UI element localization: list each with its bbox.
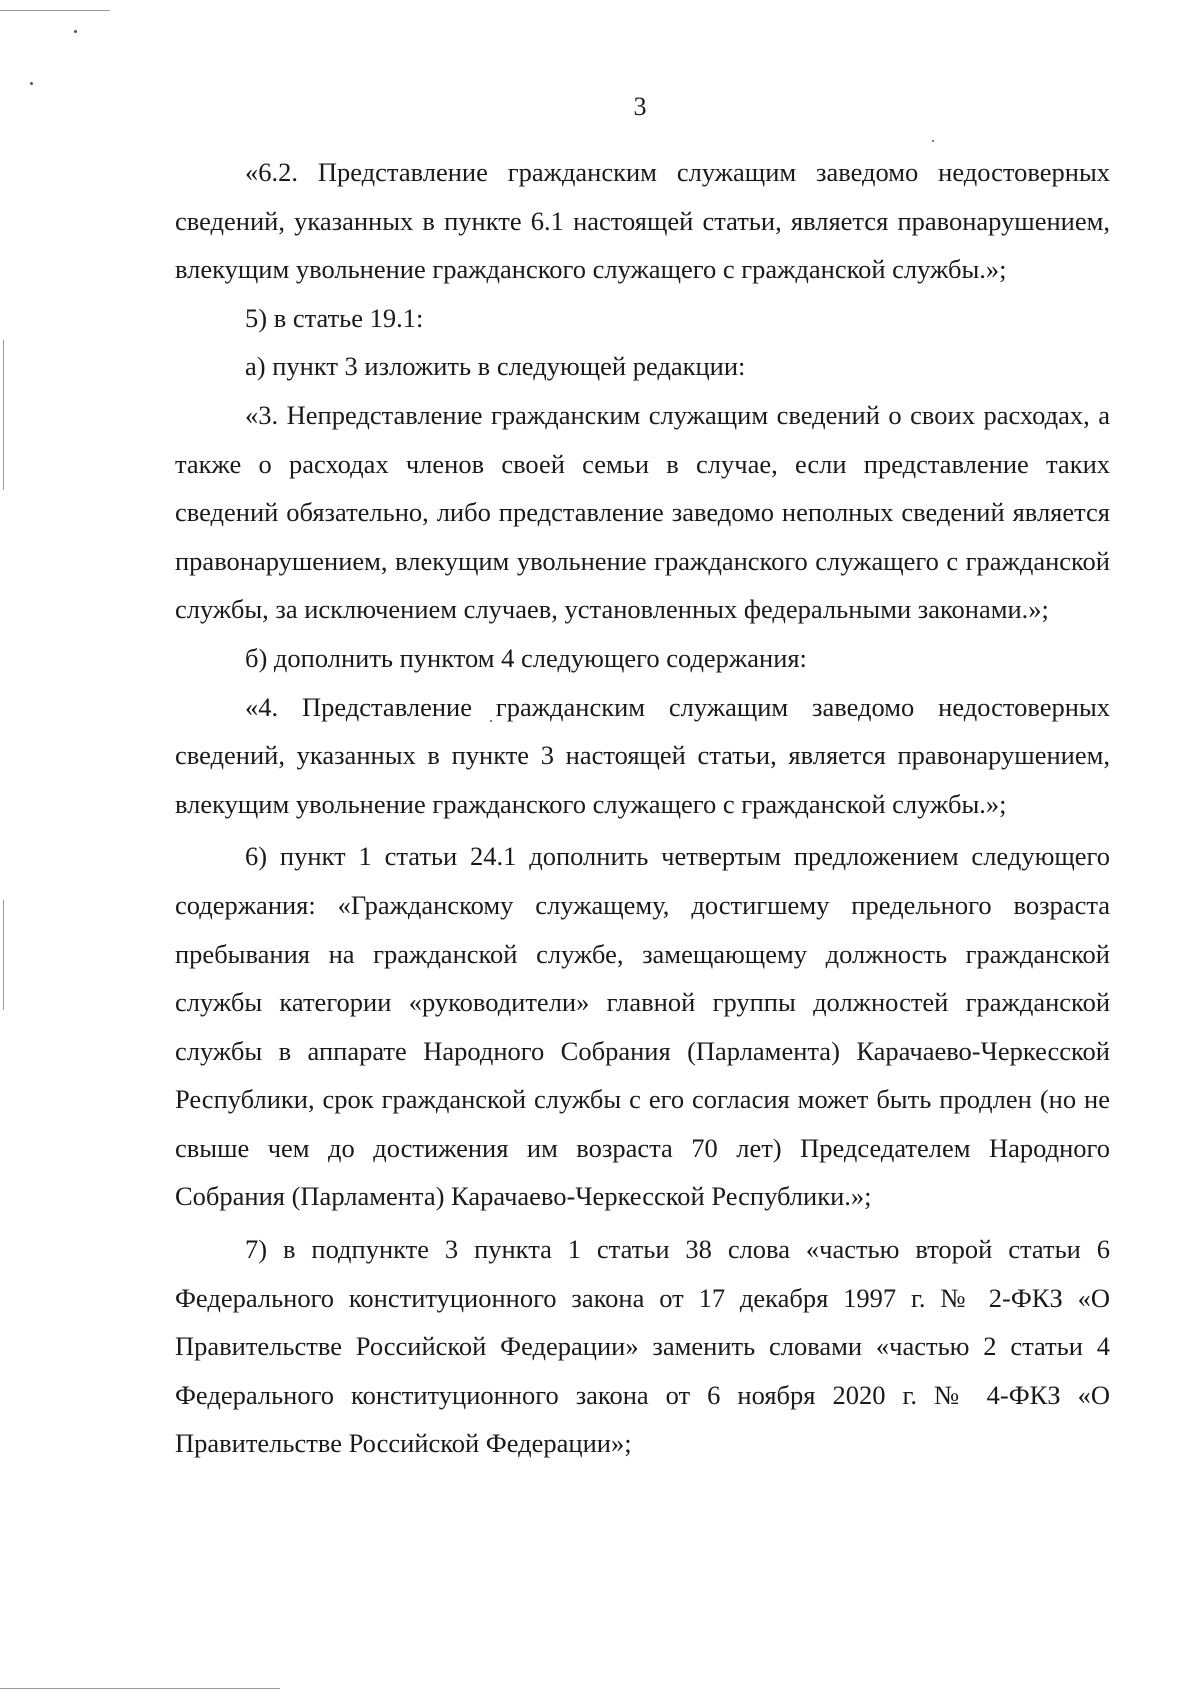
scan-speck	[932, 140, 934, 142]
paragraph-point-3: «3. Непредставление гражданским служащим сведений о своих расходах, а также о расходах членов своей семьи в случае, если представление таких сведений обязательно, либо представление заведомо неполных сведений является правонарушением, влекущим увольнение гражданского служащего с гражданской службы, за исключением случаев, установленных федеральными законами.»;	[175, 399, 1110, 625]
paragraph-subitem-a: а) пункт 3 изложить в следующей редакции:	[245, 351, 746, 382]
paragraph-item-7: 7) в подпункте 3 пункта 1 статьи 38 слова «частью второй статьи 6 Федерального конституционного закона от 17 декабря 1997 г. № 2-ФКЗ «О Правительстве Российской Федерации» заменить словами «частью 2 статьи 4 Федерального конституционного закона от 6 ноября 2020 г. № 4-ФКЗ «О Правительстве Российской Федерации»;	[175, 1234, 1110, 1459]
scan-edge-left-1	[3, 340, 4, 490]
paragraph-6-2: «6.2. Представление гражданским служащим заведомо недостоверных сведений, указанных в пункте 6.1 настоящей статьи, является правонарушением, влекущим увольнение гражданского служащего с гражданской службы.»;	[175, 157, 1110, 285]
scan-edge-bottom-left	[0, 1688, 280, 1689]
scan-edge-top-left	[0, 10, 110, 11]
scan-speck	[30, 82, 33, 85]
document-body	[175, 148, 1110, 1468]
scan-speck	[74, 30, 77, 33]
paragraph-item-5: 5) в статье 19.1:	[245, 302, 424, 333]
page-number: 3	[633, 92, 647, 121]
paragraph-point-4: «4. Представление гражданским служащим заведомо недостоверных сведений, указанных в пункте 3 настоящей статьи, является правонарушением, влекущим увольнение гражданского служащего с гражданской службы.»;	[175, 691, 1110, 819]
paragraph-item-6: 6) пункт 1 статьи 24.1 дополнить четвертым предложением следующего содержания: «Гражданскому служащему, достигшему предельного возраста пребывания на гражданской службе, замещающему должность гражданской службы категории «руководители» главной группы должностей гражданской службы в аппарате Народного Собрания (Парламента) Карачаево-Черкесской Республики, срок гражданской службы с его согласия может быть продлен (но не свыше чем до достижения им возраста 70 лет) Председателем Народного Собрания (Парламента) Карачаево-Черкесской Республики.»;	[175, 841, 1110, 1212]
paragraph-subitem-b: б) дополнить пунктом 4 следующего содержания:	[245, 642, 807, 673]
scan-edge-left-2	[3, 900, 4, 1010]
